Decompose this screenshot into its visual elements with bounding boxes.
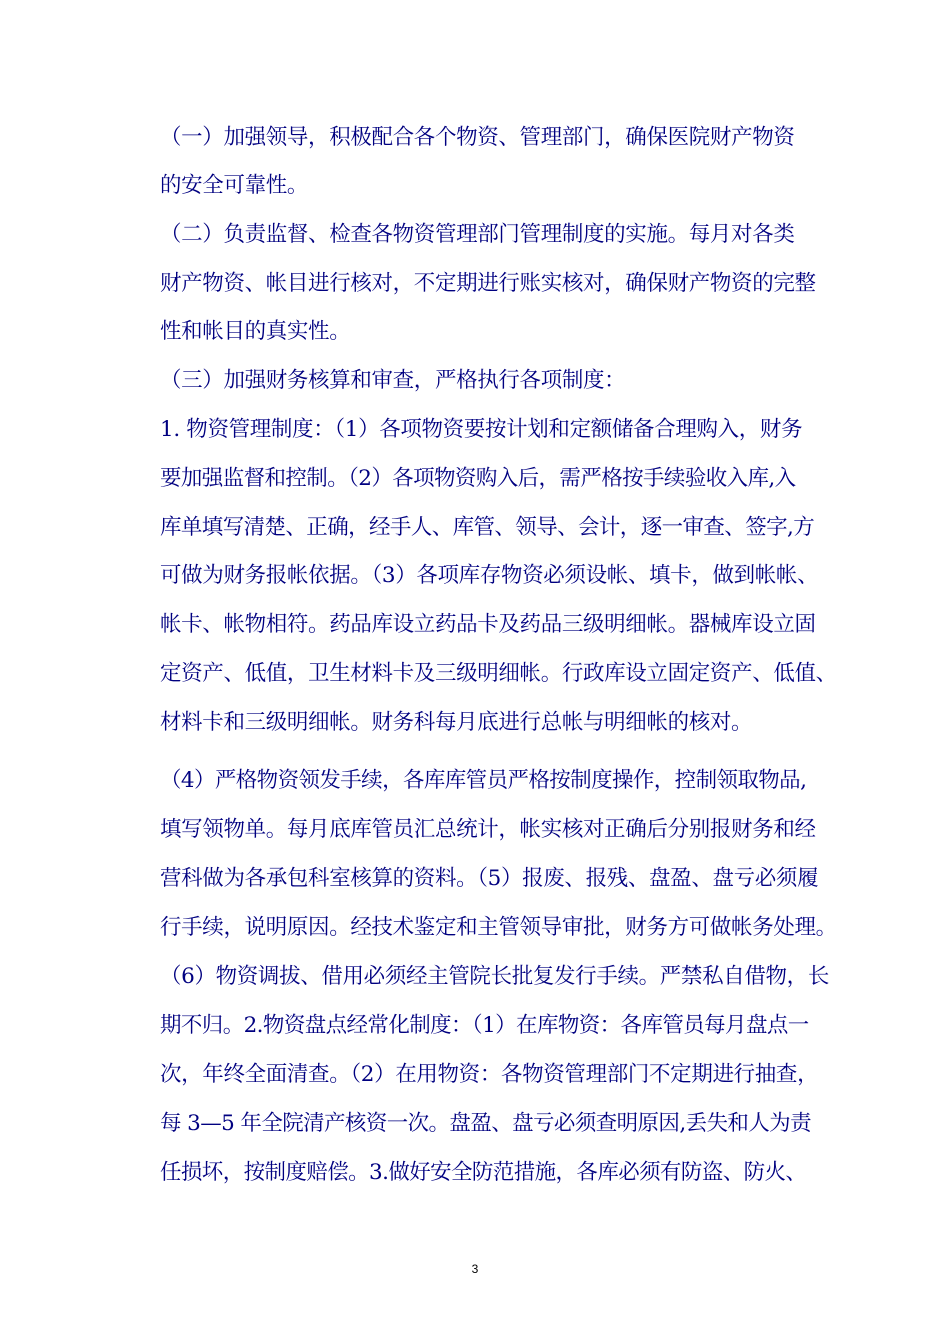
- text-line: 的安全可靠性。: [160, 173, 309, 198]
- text-line: 要加强监督和控制。（2）各项物资购入后，需严格按手续验收入库,入: [160, 466, 796, 491]
- text-line: 库单填写清楚、正确，经手人、库管、领导、会计，逐一审查、签字,方: [160, 515, 815, 540]
- text-line: 性和帐目的真实性。: [160, 319, 351, 344]
- text-line: 次，年终全面清查。（2）在用物资：各物资管理部门不定期进行抽查，: [160, 1062, 819, 1087]
- text-line: （三）加强财务核算和审查，严格执行各项制度：: [160, 368, 626, 393]
- text-line: （6）物资调拔、借用必须经主管院长批复发行手续。严禁私自借物，长: [160, 964, 829, 989]
- text-line: 可做为财务报帐依据。（3）各项库存物资必须设帐、填卡，做到帐帐、: [160, 563, 819, 588]
- text-line: （一）加强领导，积极配合各个物资、管理部门，确保医院财产物资: [160, 125, 795, 150]
- text-line: （二）负责监督、检查各物资管理部门管理制度的实施。每月对各类: [160, 222, 795, 247]
- text-line: 每 3—5 年全院清产核资一次。盘盈、盘亏必须查明原因,丢失和人为责: [160, 1111, 811, 1136]
- text-line: 营科做为各承包科室核算的资料。（5）报废、报残、盘盈、盘亏必须履: [160, 866, 819, 891]
- text-line: 帐卡、帐物相符。药品库设立药品卡及药品三级明细帐。器械库设立固: [160, 612, 816, 637]
- text-line: 定资产、低值，卫生材料卡及三级明细帐。行政库设立固定资产、低值、: [160, 661, 837, 686]
- text-line: 任损坏，按制度赔偿。3.做好安全防范措施，各库必须有防盗、防火、: [160, 1160, 807, 1185]
- text-line: 行手续，说明原因。经技术鉴定和主管领导审批，财务方可做帐务处理。: [160, 915, 837, 940]
- text-line: （4）严格物资领发手续，各库库管员严格按制度操作，控制领取物品,: [160, 768, 807, 793]
- text-line: 财产物资、帐目进行核对，不定期进行账实核对，确保财产物资的完整: [160, 271, 816, 296]
- text-line: 1. 物资管理制度：（1）各项物资要按计划和定额储备合理购入，财务: [160, 417, 803, 442]
- page-number: 3: [471, 1262, 479, 1276]
- text-line: 期不归。2.物资盘点经常化制度：（1）在库物资：各库管员每月盘点一: [160, 1013, 809, 1038]
- text-line: 材料卡和三级明细帐。财务科每月底进行总帐与明细帐的核对。: [160, 710, 753, 735]
- text-line: 填写领物单。每月底库管员汇总统计，帐实核对正确后分别报财务和经: [160, 817, 816, 842]
